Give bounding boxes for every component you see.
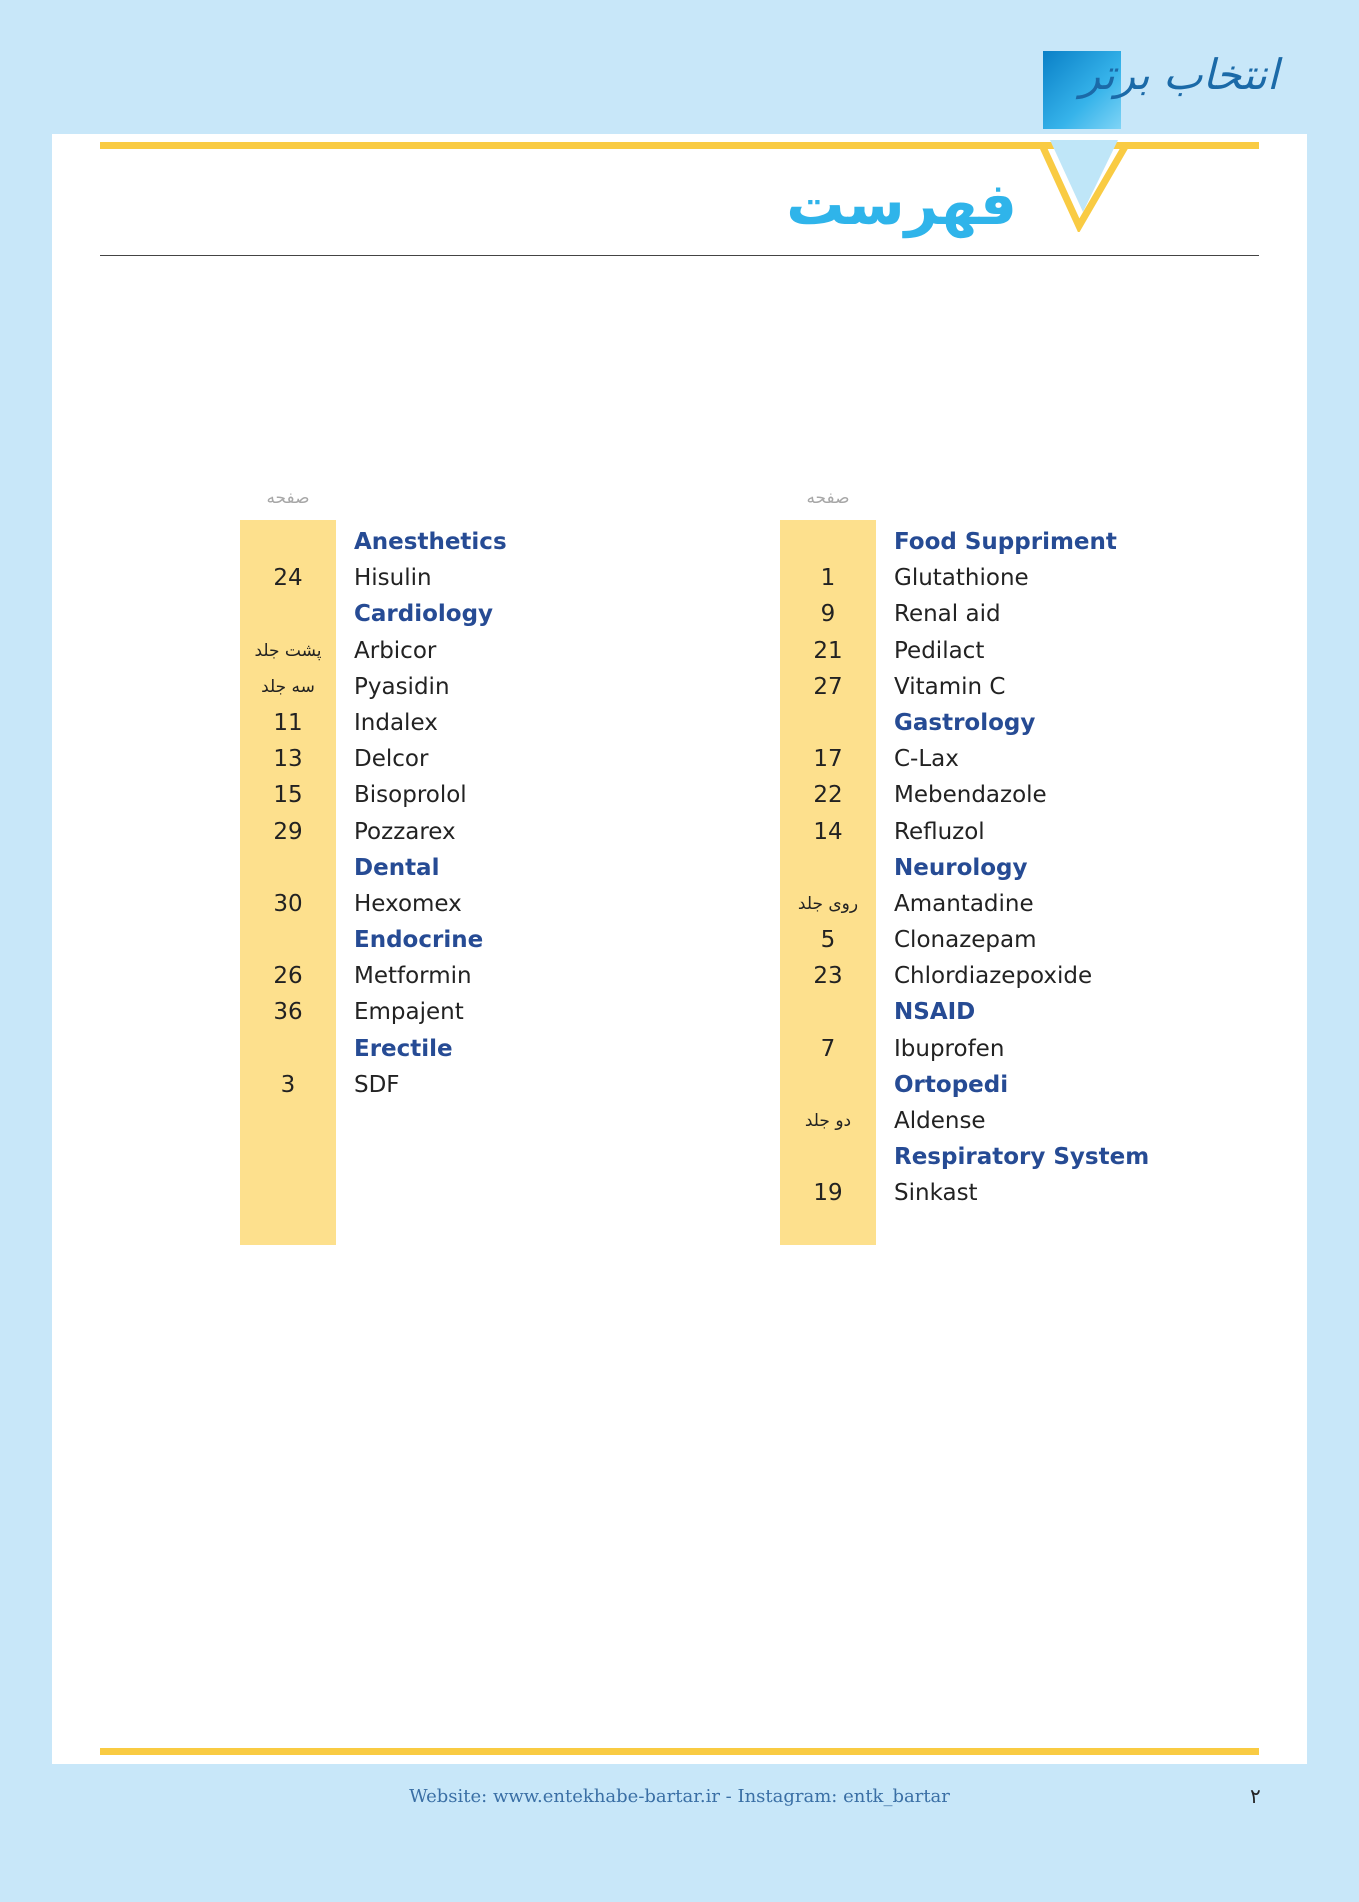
- toc-heading-label: Anesthetics: [354, 529, 507, 555]
- toc-entry-label: Sinkast: [894, 1180, 978, 1207]
- chevron-down-icon: [1040, 140, 1140, 232]
- toc-entry-label: Pedilact: [894, 637, 985, 664]
- bottom-accent-rule: [100, 1748, 1259, 1755]
- toc-heading-label: Respiratory System: [894, 1144, 1150, 1171]
- title-divider: [100, 255, 1259, 256]
- toc-heading-label: NSAID: [894, 999, 976, 1026]
- toc-page-ref: سه جلد: [261, 676, 315, 697]
- toc-page-ref: 13: [273, 746, 303, 773]
- page-number: ۲: [1250, 1784, 1261, 1808]
- toc-entry-label: Aldense: [894, 1108, 986, 1134]
- toc-entry-label: Arbicor: [354, 637, 437, 664]
- toc-heading-label: Food Suppriment: [894, 529, 1117, 555]
- page-column-header-left: صفحه: [266, 488, 310, 508]
- toc-entry-label: Pyasidin: [354, 673, 450, 700]
- page-title: فهرست: [786, 170, 1017, 238]
- toc-page-ref: 3: [280, 1071, 296, 1098]
- toc-page-ref: دو جلد: [804, 1111, 852, 1131]
- toc-page-ref: 36: [273, 999, 303, 1026]
- toc-entry-label: Pozzarex: [354, 818, 456, 845]
- toc-entry-label: Vitamin C: [894, 673, 1006, 700]
- toc-entry-label: Clonazepam: [894, 927, 1037, 954]
- toc-page-ref: 29: [273, 818, 303, 845]
- toc-page-ref: 15: [273, 782, 303, 809]
- toc-page-ref: 21: [813, 637, 843, 664]
- toc-heading-label: Erectile: [354, 1035, 453, 1062]
- toc-page-ref: 14: [813, 818, 843, 845]
- toc-heading-label: Cardiology: [354, 601, 494, 628]
- toc-page-ref: 27: [813, 673, 843, 700]
- page-column-header-right: صفحه: [806, 488, 850, 508]
- toc-entry-label: Renal aid: [894, 601, 1001, 628]
- toc-page-ref: 30: [273, 890, 303, 917]
- toc-entry-label: Metformin: [354, 963, 472, 990]
- toc-heading-label: Endocrine: [354, 927, 484, 954]
- toc-entry-label: Amantadine: [894, 890, 1034, 917]
- toc-page-ref: پشت جلد: [254, 640, 322, 661]
- toc-page-ref: 9: [820, 601, 836, 628]
- footer-contact: Website: www.entekhabe-bartar.ir - Instagram: entk_bartar: [409, 1786, 950, 1807]
- toc-entry-label: Chlordiazepoxide: [894, 963, 1093, 990]
- toc-heading-label: Dental: [354, 854, 440, 881]
- toc-entry-label: Delcor: [354, 746, 429, 773]
- toc-page-ref: 1: [820, 565, 836, 592]
- toc-entry-label: Hisulin: [354, 565, 432, 592]
- toc-entry-label: Hexomex: [354, 890, 462, 917]
- toc-heading-label: Gastrology: [894, 709, 1036, 736]
- toc-entry-label: Glutathione: [894, 565, 1029, 592]
- page-number-stripe-left: [240, 520, 336, 1245]
- toc-entry-label: Empajent: [354, 999, 464, 1026]
- toc-entry-label: Bisoprolol: [354, 782, 467, 809]
- toc-page-ref: 17: [813, 746, 843, 773]
- toc-page-ref: 24: [273, 565, 303, 592]
- toc-entry-label: Refluzol: [894, 818, 985, 845]
- toc-entry-label: Ibuprofen: [894, 1035, 1005, 1062]
- toc-page-ref: 7: [820, 1035, 836, 1062]
- toc-heading-label: Ortopedi: [894, 1071, 1009, 1098]
- toc-page-ref: روی جلد: [797, 893, 859, 914]
- toc-entry-label: C-Lax: [894, 746, 959, 773]
- toc-page-ref: 26: [273, 963, 303, 990]
- toc-heading-label: Neurology: [894, 854, 1028, 881]
- toc-entry-label: Mebendazole: [894, 782, 1047, 809]
- toc-entry-label: Indalex: [354, 709, 438, 736]
- toc-page-ref: 19: [813, 1180, 843, 1207]
- toc-entry-label: SDF: [354, 1071, 400, 1098]
- logo-text: انتخاب برتر: [1080, 50, 1279, 99]
- toc-page-ref: 23: [813, 963, 843, 990]
- toc-page-ref: 5: [820, 927, 836, 954]
- toc-page-ref: 22: [813, 782, 843, 809]
- toc-page-ref: 11: [273, 709, 303, 736]
